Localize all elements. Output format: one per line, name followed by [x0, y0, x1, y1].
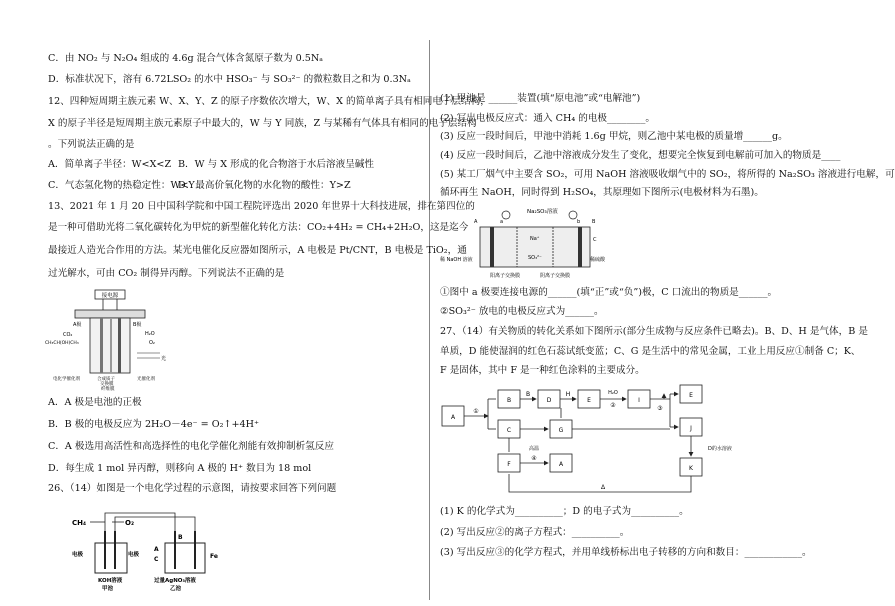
q26-sub5-part2: ②SO₃²⁻ 放电的电极反应式为______。: [440, 306, 604, 317]
q27-sub2: (2) 写出反应②的离子方程式：__________。: [440, 527, 630, 538]
flow-A: A: [450, 414, 456, 421]
flow-step2: ②: [610, 402, 616, 409]
flow-J: J: [690, 425, 692, 432]
fig26-agno3: 过量AgNO₃溶液: [154, 578, 196, 584]
fig-el-naoh: 稀 NaOH 溶液: [440, 257, 473, 263]
electrochem-cells-figure: [70, 503, 230, 603]
flow-A2: A: [558, 461, 564, 468]
flow-delta: Δ: [600, 484, 606, 491]
fig13-isopropanol: CH₃CH(OH)CH₃: [45, 341, 79, 346]
q12-option-d: D．最高价氧化物的水化物的酸性：Y>Z: [178, 180, 351, 191]
conversion-flow-diagram: [438, 380, 738, 498]
q13-option-d: D．每生成 1 mol 异丙醇，则移向 A 极的 H⁺ 数目为 18 mol: [48, 463, 312, 474]
fig-el-na2so3: Na₂SO₃溶液: [527, 209, 558, 215]
flow-B: B: [506, 397, 512, 404]
flow-d-aq: D的水溶液: [708, 446, 732, 452]
q27-line3: F 是固体，其中 F 是一种红色涂料的主要成分。: [440, 365, 645, 376]
electrolysis-figure: [440, 205, 610, 285]
q26-sub5-part1: ①图中 a 极要连接电源的______(填“正”或“负”)极，C 口流出的物质是______。: [440, 287, 778, 298]
q27-sub3: (3) 写出反应③的化学方程式，并用单线桥标出电子转移的方向和数目：____________。: [440, 547, 812, 558]
fig13-fiber: 纤维膜: [101, 387, 115, 392]
fig-el-na: Na⁺: [530, 236, 540, 242]
q11-option-c: C．由 NO₂ 与 N₂O₄ 组成的 4.6g 混合气体含氮原子数为 0.5Nₐ: [48, 53, 323, 64]
fig13-a-pole: A极: [73, 322, 82, 328]
fig26-jia: 甲池: [102, 586, 114, 592]
q13-option-b: B．B 极的电极反应为 2H₂O－4e⁻ = O₂↑+4H⁺: [48, 419, 260, 430]
fig-el-h2so4: 稀硫酸: [590, 257, 606, 263]
q13-line2: 是一种可借助光将二氧化碳转化为甲烷的新型催化转化方法：CO₂+4H₂ = CH₄+2H₂O，这是迄今: [48, 222, 469, 233]
fig13-membrane1: 合成质子: [97, 377, 115, 382]
fig13-membrane2: 交换膜: [100, 382, 114, 387]
fig13-power-label: 接电源: [101, 293, 119, 299]
fig13-o2: O₂: [149, 340, 155, 346]
q13-line4: 过光解水，可由 CO₂ 制得异丙醇。下列说法不正确的是: [48, 268, 285, 279]
q26-sub4: (4) 反应一段时间后，乙池中溶液成分发生了变化，想要完全恢复到电解前可加入的物质是____: [440, 150, 841, 161]
fig26-koh: KOH溶液: [98, 578, 123, 584]
fig13-cat: 电化学催化剂: [53, 377, 80, 382]
fig-el-b: b: [577, 219, 581, 225]
q26-sub1: (1) 甲池是 ______装置(填“原电池”或“电解池”): [440, 93, 641, 104]
photoelectro-reactor-figure: [45, 288, 175, 392]
fig26-electrode-right: 电极: [128, 552, 140, 558]
flow-step3: ③: [657, 405, 663, 412]
q12-line3: 。下列说法正确的是: [48, 139, 135, 150]
flow-D: D: [546, 397, 552, 404]
fig26-electrode-left: 电极: [72, 552, 84, 558]
fig13-b-pole: B极: [133, 322, 142, 328]
q12-option-a: A．简单离子半径：W<X<Z: [48, 159, 172, 170]
q11-option-d: D．标准状况下，溶有 6.72LSO₂ 的水中 HSO₃⁻ 与 SO₃²⁻ 的微粒数目之和为 0.3Nₐ: [48, 74, 411, 85]
q12-line1: 12、四种短周期主族元素 W、X、Y、Z 的原子序数依次增大，W、X 的简单离子具有相同电子层结构，: [48, 96, 490, 107]
fig13-co2: CO₂: [63, 332, 73, 338]
flow-gaowen: 高温: [528, 446, 540, 452]
q12-option-b: B．W 与 X 形成的化合物溶于水后溶液呈碱性: [178, 159, 374, 170]
flow-step4: ④: [531, 455, 537, 462]
flow-K: K: [689, 465, 693, 472]
q26-sub5-line2: 循环再生 NaOH，同时得到 H₂SO₄，其原理如下图所示(电极材料为石墨)。: [440, 187, 764, 198]
fig26-c: C: [154, 556, 159, 563]
q13-option-a: A．A 极是电池的正极: [48, 397, 142, 408]
q13-line3: 最接近人造光合作用的方法。某光电催化反应器如图所示，A 电极是 Pt/CNT，B 电极是 TiO₂，通: [48, 245, 467, 256]
fig-el-cation-membrane: 阳离子交换膜: [490, 273, 521, 279]
flow-label-H: H: [565, 391, 571, 398]
fig26-fe: Fe: [210, 553, 218, 560]
flow-C: C: [506, 427, 512, 434]
fig13-light: 光: [161, 356, 167, 362]
q27-line2: 单质，D 能使湿润的红色石蕊试纸变蓝；C、G 是生活中的常见金属，工业上用反应①制备 C；K、: [440, 346, 861, 357]
q12-line2: X 的原子半径是短周期主族元素原子中最大的，W 与 Y 同族，Z 与某稀有气体具有相同的电子层结构: [48, 118, 477, 129]
q12-option-c: C．气态氢化物的热稳定性：W<Y: [48, 180, 195, 191]
flow-I: I: [638, 397, 640, 404]
fig26-ch4: CH₄: [72, 519, 87, 527]
flow-G: G: [558, 427, 564, 434]
q26-sub3: (3) 反应一段时间后，甲池中消耗 1.6g 甲烷，则乙池中某电极的质量增______g。: [440, 131, 788, 142]
fig26-a: A: [154, 546, 159, 553]
fig26-o2: O₂: [125, 519, 135, 527]
flow-label-B: B: [525, 391, 531, 398]
fig-el-a: a: [500, 219, 504, 225]
flow-E2: E: [689, 392, 693, 399]
flow-E: E: [587, 397, 591, 404]
fig26-b: B: [178, 534, 183, 541]
fig-el-anion-membrane: 阴离子交换膜: [540, 273, 571, 279]
q26-sub2: (2) 写出电极反应式：通入 CH₄ 的电极________。: [440, 113, 655, 124]
fig13-photocat: 光催化剂: [137, 377, 155, 382]
flow-h2o: H₂O: [608, 390, 618, 396]
fig-el-B: B: [592, 219, 596, 225]
q27-line1: 27、（14）有关物质的转化关系如下图所示(部分生成物与反应条件已略去)。B、D、H 是气体，B 是: [440, 326, 868, 337]
fig-el-A: A: [474, 219, 478, 225]
fig26-yi: 乙池: [170, 586, 182, 592]
q27-sub1: (1) K 的化学式为__________；D 的电子式为__________。: [440, 506, 689, 517]
fig-el-so3: SO₃²⁻: [528, 255, 542, 261]
flow-step1: ①: [473, 408, 479, 415]
flow-F: F: [507, 461, 511, 468]
q26-sub5-line1: (5) 某工厂烟气中主要含 SO₂，可用 NaOH 溶液吸收烟气中的 SO₂，将所得的 Na₂SO₃ 溶液进行电解，可: [440, 169, 895, 180]
fig-el-C: C: [593, 237, 597, 243]
q13-line1: 13、2021 年 1 月 20 日中国科学院和中国工程院评选出 2020 年世界十大科技进展，排在第四位的: [48, 201, 475, 212]
fig13-h2o: H₂O: [145, 331, 155, 337]
q26-stem: 26、（14）如图是一个电化学过程的示意图，请按要求回答下列问题: [48, 483, 337, 494]
q13-option-c: C．A 极选用高活性和高选择性的电化学催化剂能有效抑制析氢反应: [48, 441, 334, 452]
